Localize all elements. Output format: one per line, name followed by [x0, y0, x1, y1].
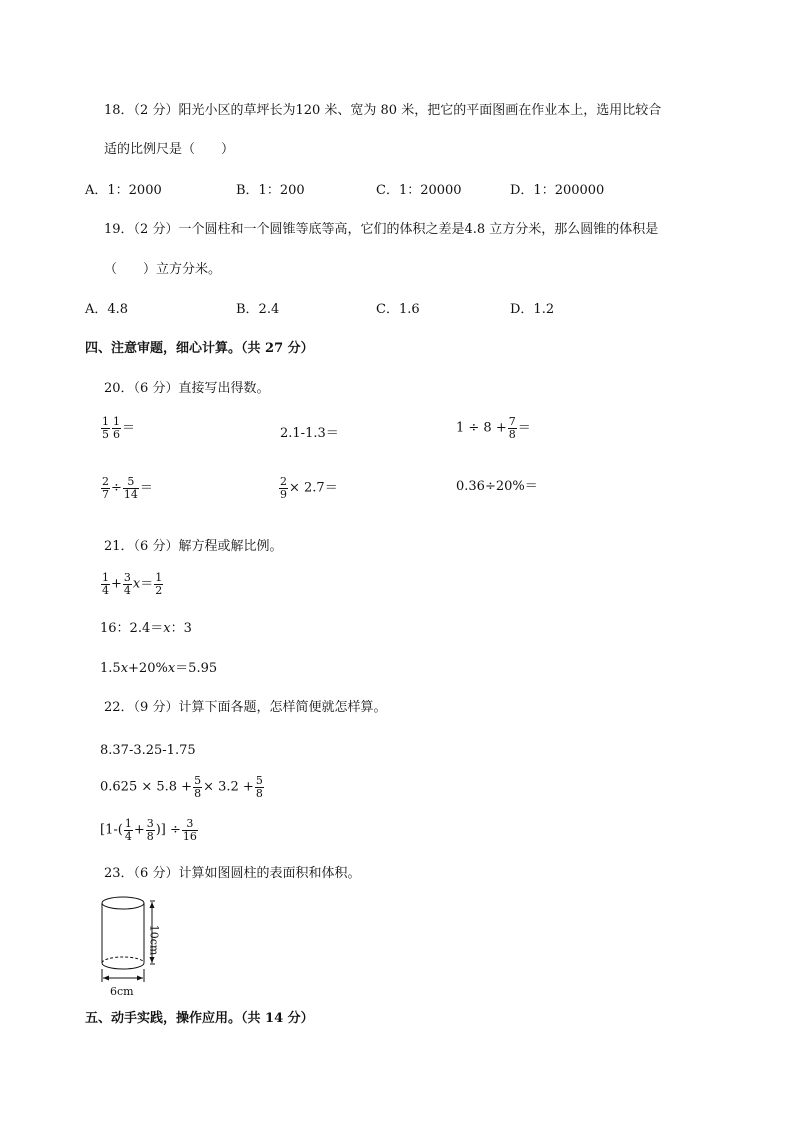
section4-heading: 四、注意审题，细心计算。（共 27 分）	[85, 341, 314, 356]
q22-prompt: 22．（9 分）计算下面各题，怎样简便就怎样算。	[104, 700, 387, 715]
q18-option-a: A．1：2000	[85, 183, 162, 198]
q19-option-b: B．2.4	[236, 302, 280, 317]
q20-expr2: 2.1-1.3＝	[280, 426, 339, 441]
q18-line2: 适的比例尺是（ ）	[104, 142, 235, 157]
q21-equation3: 1.5x+20%x＝5.95	[100, 661, 218, 676]
q19-option-d: D．1.2	[510, 302, 555, 317]
q18-option-d: D．1：200000	[510, 183, 605, 198]
q23-prompt: 23．（6 分）计算如图圆柱的表面积和体积。	[104, 866, 361, 881]
q20-expr6: 0.36÷20%＝	[456, 479, 538, 494]
q22-expr1: 8.37-3.25-1.75	[100, 743, 196, 758]
q21-prompt: 21．（6 分）解方程或解比例。	[104, 539, 283, 554]
q20-prompt: 20．（6 分）直接写出得数。	[104, 381, 270, 396]
cylinder-diameter-label: 6cm	[110, 985, 134, 998]
cylinder-figure	[95, 890, 175, 1000]
q18-line1: 18．（2 分）阳光小区的草坪长为120 米、宽为 80 米，把它的平面图画在作业本上，选用比较合	[104, 103, 662, 118]
cylinder-height-label: 10cm	[147, 924, 161, 956]
section5-heading: 五、动手实践，操作应用。（共 14 分）	[85, 1011, 314, 1026]
q18-option-b: B．1：200	[236, 183, 305, 198]
q22-expr3: [1-( $\frac{1}{4}$ + $\frac{3}{8}$ )] ÷ $\frac{3}{16}$	[100, 817, 197, 843]
q21-equation1: $\frac{1}{4}$ + $\frac{3}{4}$ x＝ $\frac{1}{2}$	[102, 571, 163, 597]
q18-option-c: C．1：20000	[376, 183, 462, 198]
q19-line2: （ ）立方分米。	[104, 262, 222, 277]
q19-line1: 19．（2 分）一个圆柱和一个圆锥等底等高，它们的体积之差是4.8 立方分米，那么圆锥的体积是	[104, 222, 659, 237]
q20-expr1: $\frac{1}{5}$ $\frac{1}{6}$ ＝	[102, 415, 136, 441]
q21-equation2: 16：2.4＝x：3	[100, 621, 192, 636]
q20-expr4: $\frac{2}{7}$ ÷ $\frac{5}{14}$ ＝	[102, 475, 153, 501]
q20-expr3: 1 ÷ 8 + $\frac{7}{8}$ ＝	[456, 415, 531, 441]
q19-option-a: A．4.8	[85, 302, 129, 317]
q19-option-c: C．1.6	[376, 302, 420, 317]
q22-expr2: 0.625 × 5.8 + $\frac{5}{8}$ × 3.2 + $\frac{5}{8}$	[100, 774, 263, 800]
q20-expr5: $\frac{2}{9}$ × 2.7＝	[280, 475, 338, 501]
